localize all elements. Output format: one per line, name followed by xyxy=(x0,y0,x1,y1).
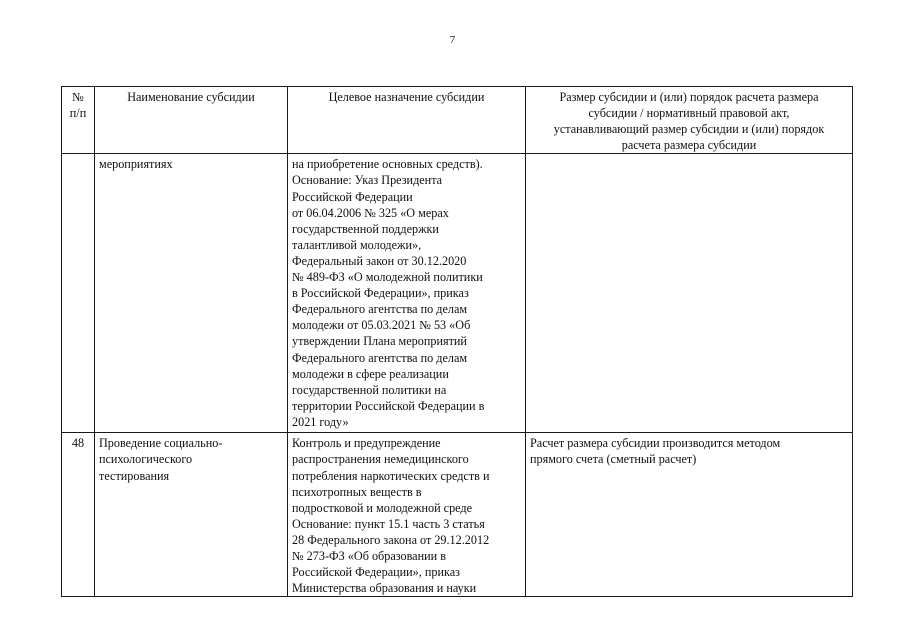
row-size-cell xyxy=(526,154,853,433)
table-header-row xyxy=(62,87,853,154)
row-number-cell: 48 xyxy=(62,433,95,597)
row-number-cell xyxy=(62,154,95,433)
subsidy-table xyxy=(61,86,853,597)
row-purpose-cell: на приобретение основных средств). Основание: Указ Президента Российской Федерации от 06.04.2006 № 325 «О мерах государственной поддержки талантливой молодежи», Федеральный закон от 30.12.2020 № 489-ФЗ «О молодежной политики в Российской Федерации», приказ Федерального агентства по делам молодежи от 05.03.2021 № 53 «Об утверждении Плана мероприятий Федерального агентства по делам молодежи в сфере реализации государственной политики на территории Российской Федерации в 2021 году» xyxy=(288,154,526,433)
row-name-cell: мероприятиях xyxy=(95,154,288,433)
row-name-cell: Проведение социально- психологического тестирования xyxy=(95,433,288,597)
page-number: 7 xyxy=(449,34,456,46)
row-size-cell: Расчет размера субсидии производится методом прямого счета (сметный расчет) xyxy=(526,433,853,597)
table-row xyxy=(62,433,853,597)
row-purpose-cell: Контроль и предупреждение распространения немедицинского потребления наркотических средств и психотропных веществ в подростковой и молодежной среде Основание: пункт 15.1 часть 3 статья 28 Федерального закона от 29.12.2012 № 273-ФЗ «Об образовании в Российской Федерации», приказ Министерства образования и науки xyxy=(288,433,526,597)
header-subsidy-name: Наименование субсидии xyxy=(95,87,288,154)
header-number: № п/п xyxy=(62,87,95,154)
table-row xyxy=(62,154,853,433)
header-subsidy-size: Размер субсидии и (или) порядок расчета размера субсидии / нормативный правовой акт, устанавливающий размер субсидии и (или) порядок расчета размера субсидии xyxy=(526,87,853,154)
header-subsidy-purpose: Целевое назначение субсидии xyxy=(288,87,526,154)
